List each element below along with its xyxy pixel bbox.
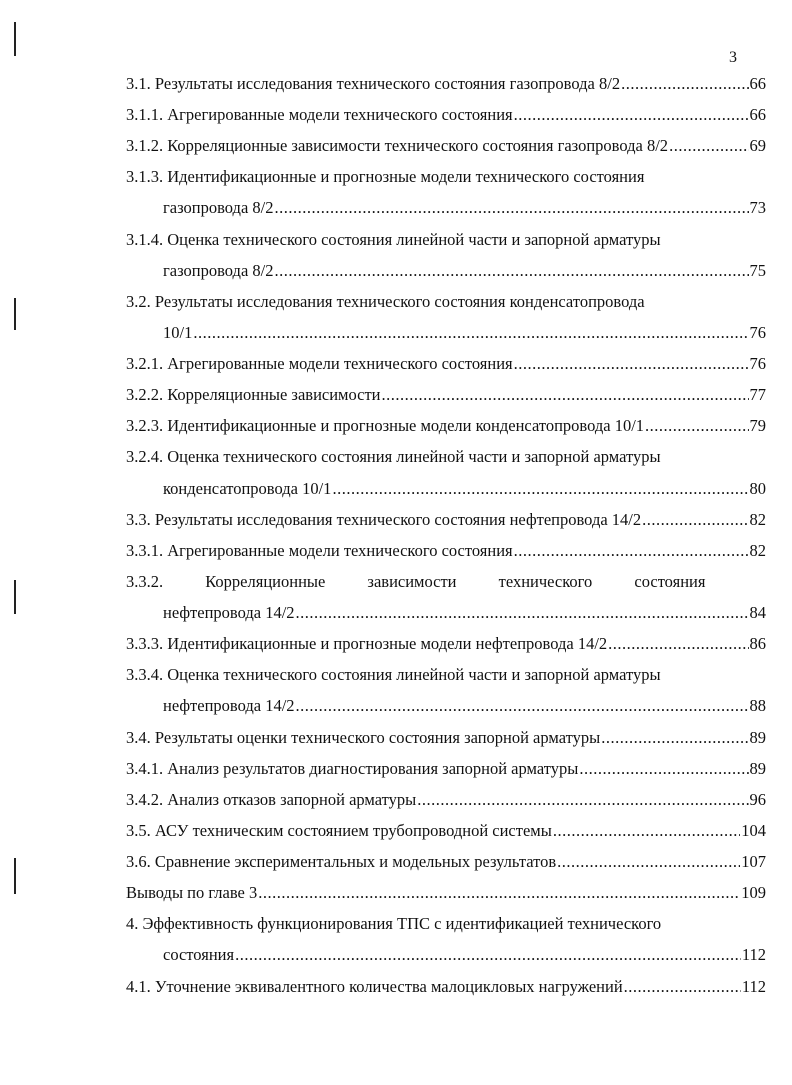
- toc-entry-heading[interactable]: 3.3.4. Оценка технического состояния линейной части и запорной арматуры: [126, 665, 661, 684]
- toc-entry-heading[interactable]: 4. Эффективность функционирования ТПС с идентификацией технического: [126, 914, 662, 933]
- toc-entry[interactable]: 3.1.2. Корреляционные зависимости технического состояния газопровода 8/2 ..... 69: [126, 135, 766, 157]
- toc-entry[interactable]: 3.5. АСУ техническим состоянием трубопроводной системы ..... 104: [126, 820, 766, 842]
- toc-entry-heading[interactable]: 3.2.4. Оценка технического состояния линейной части и запорной арматуры: [126, 447, 661, 466]
- toc-entry-heading[interactable]: 3.2. Результаты исследования технического состояния конденсатопровода: [126, 292, 645, 311]
- toc-entry-continuation[interactable]: нефтепровода 14/2 ..... 88: [163, 695, 766, 717]
- toc-entry[interactable]: 3.1. Результаты исследования технического состояния газопровода 8/2 ..... 66: [126, 73, 766, 95]
- toc-entry[interactable]: 3.2.2. Корреляционные зависимости ..... 77: [126, 384, 766, 406]
- toc-entry[interactable]: 3.2.3. Идентификационные и прогнозные модели конденсатопровода 10/1 ..... 79: [126, 415, 766, 437]
- toc-entry-heading[interactable]: 3.3.2. Корреляционные зависимости технического состояния: [126, 572, 706, 591]
- toc-entry[interactable]: 3.1.1. Агрегированные модели технического состояния ..... 66: [126, 104, 766, 126]
- toc-entry[interactable]: 3.3.1. Агрегированные модели технического состояния ..... 82: [126, 540, 766, 562]
- toc-entry-continuation[interactable]: нефтепровода 14/2 ..... 84: [163, 602, 766, 624]
- toc-entry[interactable]: 4.1. Уточнение эквивалентного количества малоцикловых нагружений ..... 112: [126, 976, 766, 998]
- toc-entry-heading[interactable]: 3.1.4. Оценка технического состояния линейной части и запорной арматуры: [126, 230, 661, 249]
- toc-entry-heading[interactable]: 3.1.3. Идентификационные и прогнозные модели технического состояния: [126, 167, 645, 186]
- toc-entry[interactable]: 3.4.2. Анализ отказов запорной арматуры ..... 96: [126, 789, 766, 811]
- toc-entry[interactable]: Выводы по главе 3 ..... 109: [126, 882, 766, 904]
- toc-entry[interactable]: 3.4. Результаты оценки технического состояния запорной арматуры ..... 89: [126, 727, 766, 749]
- scan-artifact: [14, 22, 16, 56]
- toc-entry[interactable]: 3.6. Сравнение экспериментальных и модельных результатов ..... 107: [126, 851, 766, 873]
- toc-entry-continuation[interactable]: газопровода 8/2 ..... 75: [163, 260, 766, 282]
- scan-artifact: [14, 858, 16, 894]
- toc-entry-continuation[interactable]: конденсатопровода 10/1 ..... 80: [163, 478, 766, 500]
- toc-entry[interactable]: 3.3. Результаты исследования технического состояния нефтепровода 14/2 ..... 82: [126, 509, 766, 531]
- toc-entry-continuation[interactable]: 10/1 ..... 76: [163, 322, 766, 344]
- toc-entry-continuation[interactable]: состояния ..... 112: [163, 944, 766, 966]
- toc-entry[interactable]: 3.3.3. Идентификационные и прогнозные модели нефтепровода 14/2 ..... 86: [126, 633, 766, 655]
- toc-entry[interactable]: 3.2.1. Агрегированные модели технического состояния ..... 76: [126, 353, 766, 375]
- scan-artifact: [14, 298, 16, 330]
- scan-artifact: [14, 580, 16, 614]
- page-number: 3: [729, 49, 737, 66]
- toc-entry-continuation[interactable]: газопровода 8/2 ..... 73: [163, 197, 766, 219]
- toc-entry[interactable]: 3.4.1. Анализ результатов диагностирования запорной арматуры ..... 89: [126, 758, 766, 780]
